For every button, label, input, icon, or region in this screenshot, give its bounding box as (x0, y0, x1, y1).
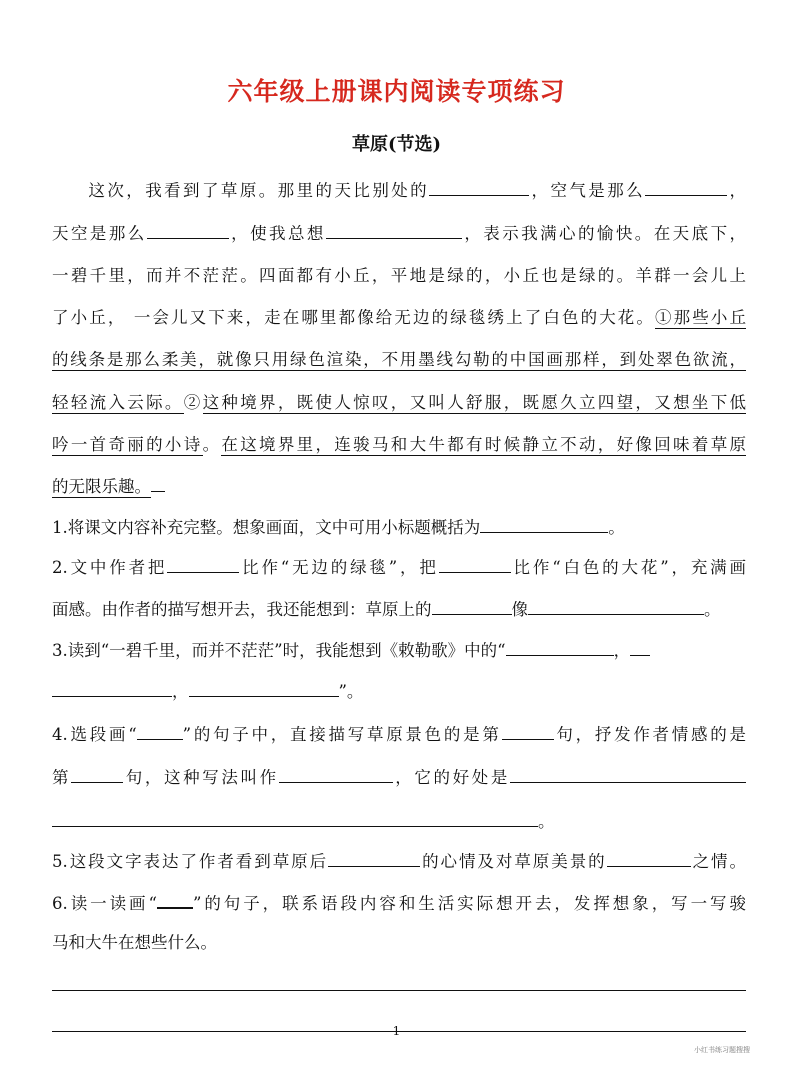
passage-line-7: 吟一首奇丽的小诗。在这境界里，连骏马和大牛都有时候静立不动，好像回味着草原 (52, 435, 747, 454)
question-3-cont: ， ”。 (52, 676, 746, 706)
blank[interactable] (607, 846, 691, 867)
blank[interactable] (326, 218, 462, 239)
blank[interactable] (147, 218, 229, 239)
blank[interactable] (510, 762, 746, 783)
answer-line[interactable] (52, 990, 746, 991)
passage-line-1: 这次，我看到了草原。那里的天比别处的 ，空气是那么 ， (52, 175, 746, 205)
passage-title: 草原(节选) (351, 134, 442, 155)
passage-line-5: 的线条是那么柔美，就像只用绿色渲染，不用墨线勾勒的中国画那样，到处翠色欲流， (52, 350, 746, 369)
blank[interactable] (630, 635, 650, 656)
blank[interactable] (645, 175, 727, 196)
question-2-cont: 面感。由作者的描写想开去，我还能想到：草原上的 像 。 (52, 594, 746, 624)
question-6-cont: 马和大牛在想些什么。 (52, 933, 217, 952)
question-5: 5.这段文字表达了作者看到草原后 的心情及对草原美景的 之情。 (52, 846, 746, 876)
blank[interactable] (157, 887, 193, 909)
passage-line-4: 了小丘， 一会儿又下来，走在哪里都像给无边的绿毯绣上了白色的大花。①那些小丘 (52, 308, 747, 327)
blank[interactable] (502, 719, 554, 740)
page-title: 六年级上册课内阅读专项练习 (227, 77, 566, 106)
question-2: 2.文中作者把 比作“无边的绿毯”，把 比作“白色的大花”，充满画 (52, 552, 746, 582)
blank[interactable] (189, 676, 339, 697)
question-4-answer-line: 。 (52, 806, 746, 836)
passage-line-6: 轻轻流入云际。②这种境界，既使人惊叹，又叫人舒服，既愿久立四望，又想坐下低 (52, 393, 747, 412)
passage-line-3: 一碧千里，而并不茫茫。四面都有小丘，平地是绿的，小丘也是绿的。羊群一会儿上 (52, 266, 746, 285)
question-4: 4.选段画“ ”的句子中，直接描写草原景色的是第 句，抒发作者情感的是 (52, 719, 746, 749)
question-1: 1.将课文内容补充完整。想象画面，文中可用小标题概括为 。 (52, 512, 746, 542)
blank[interactable] (52, 806, 538, 827)
blank[interactable] (52, 676, 172, 697)
question-3: 3.读到“一碧千里，而并不茫茫”时，我能想到《敕勒歌》中的“ ， (52, 635, 746, 665)
blank[interactable] (480, 512, 608, 533)
watermark: 小红书练习题搜搜 (694, 1046, 750, 1054)
blank[interactable] (137, 719, 183, 740)
passage-line-2: 天空是那么 ，使我总想 ，表示我满心的愉快。在天底下， (52, 218, 746, 248)
blank[interactable] (279, 762, 393, 783)
page-number: 1 (392, 1024, 401, 1038)
blank[interactable] (429, 175, 529, 196)
passage-line-8: 的无限乐趣。 (52, 472, 746, 502)
blank[interactable] (439, 552, 511, 573)
question-4-cont: 第 句，这种写法叫作 ，它的好处是 (52, 762, 746, 792)
blank[interactable] (432, 594, 512, 615)
blank[interactable] (528, 594, 704, 615)
blank[interactable] (328, 846, 420, 867)
question-6: 6.读一读画“ ”的句子，联系语段内容和生活实际想开去，发挥想象，写一写骏 (52, 887, 746, 917)
blank[interactable] (506, 635, 614, 656)
blank[interactable] (167, 552, 239, 573)
blank[interactable] (71, 762, 123, 783)
